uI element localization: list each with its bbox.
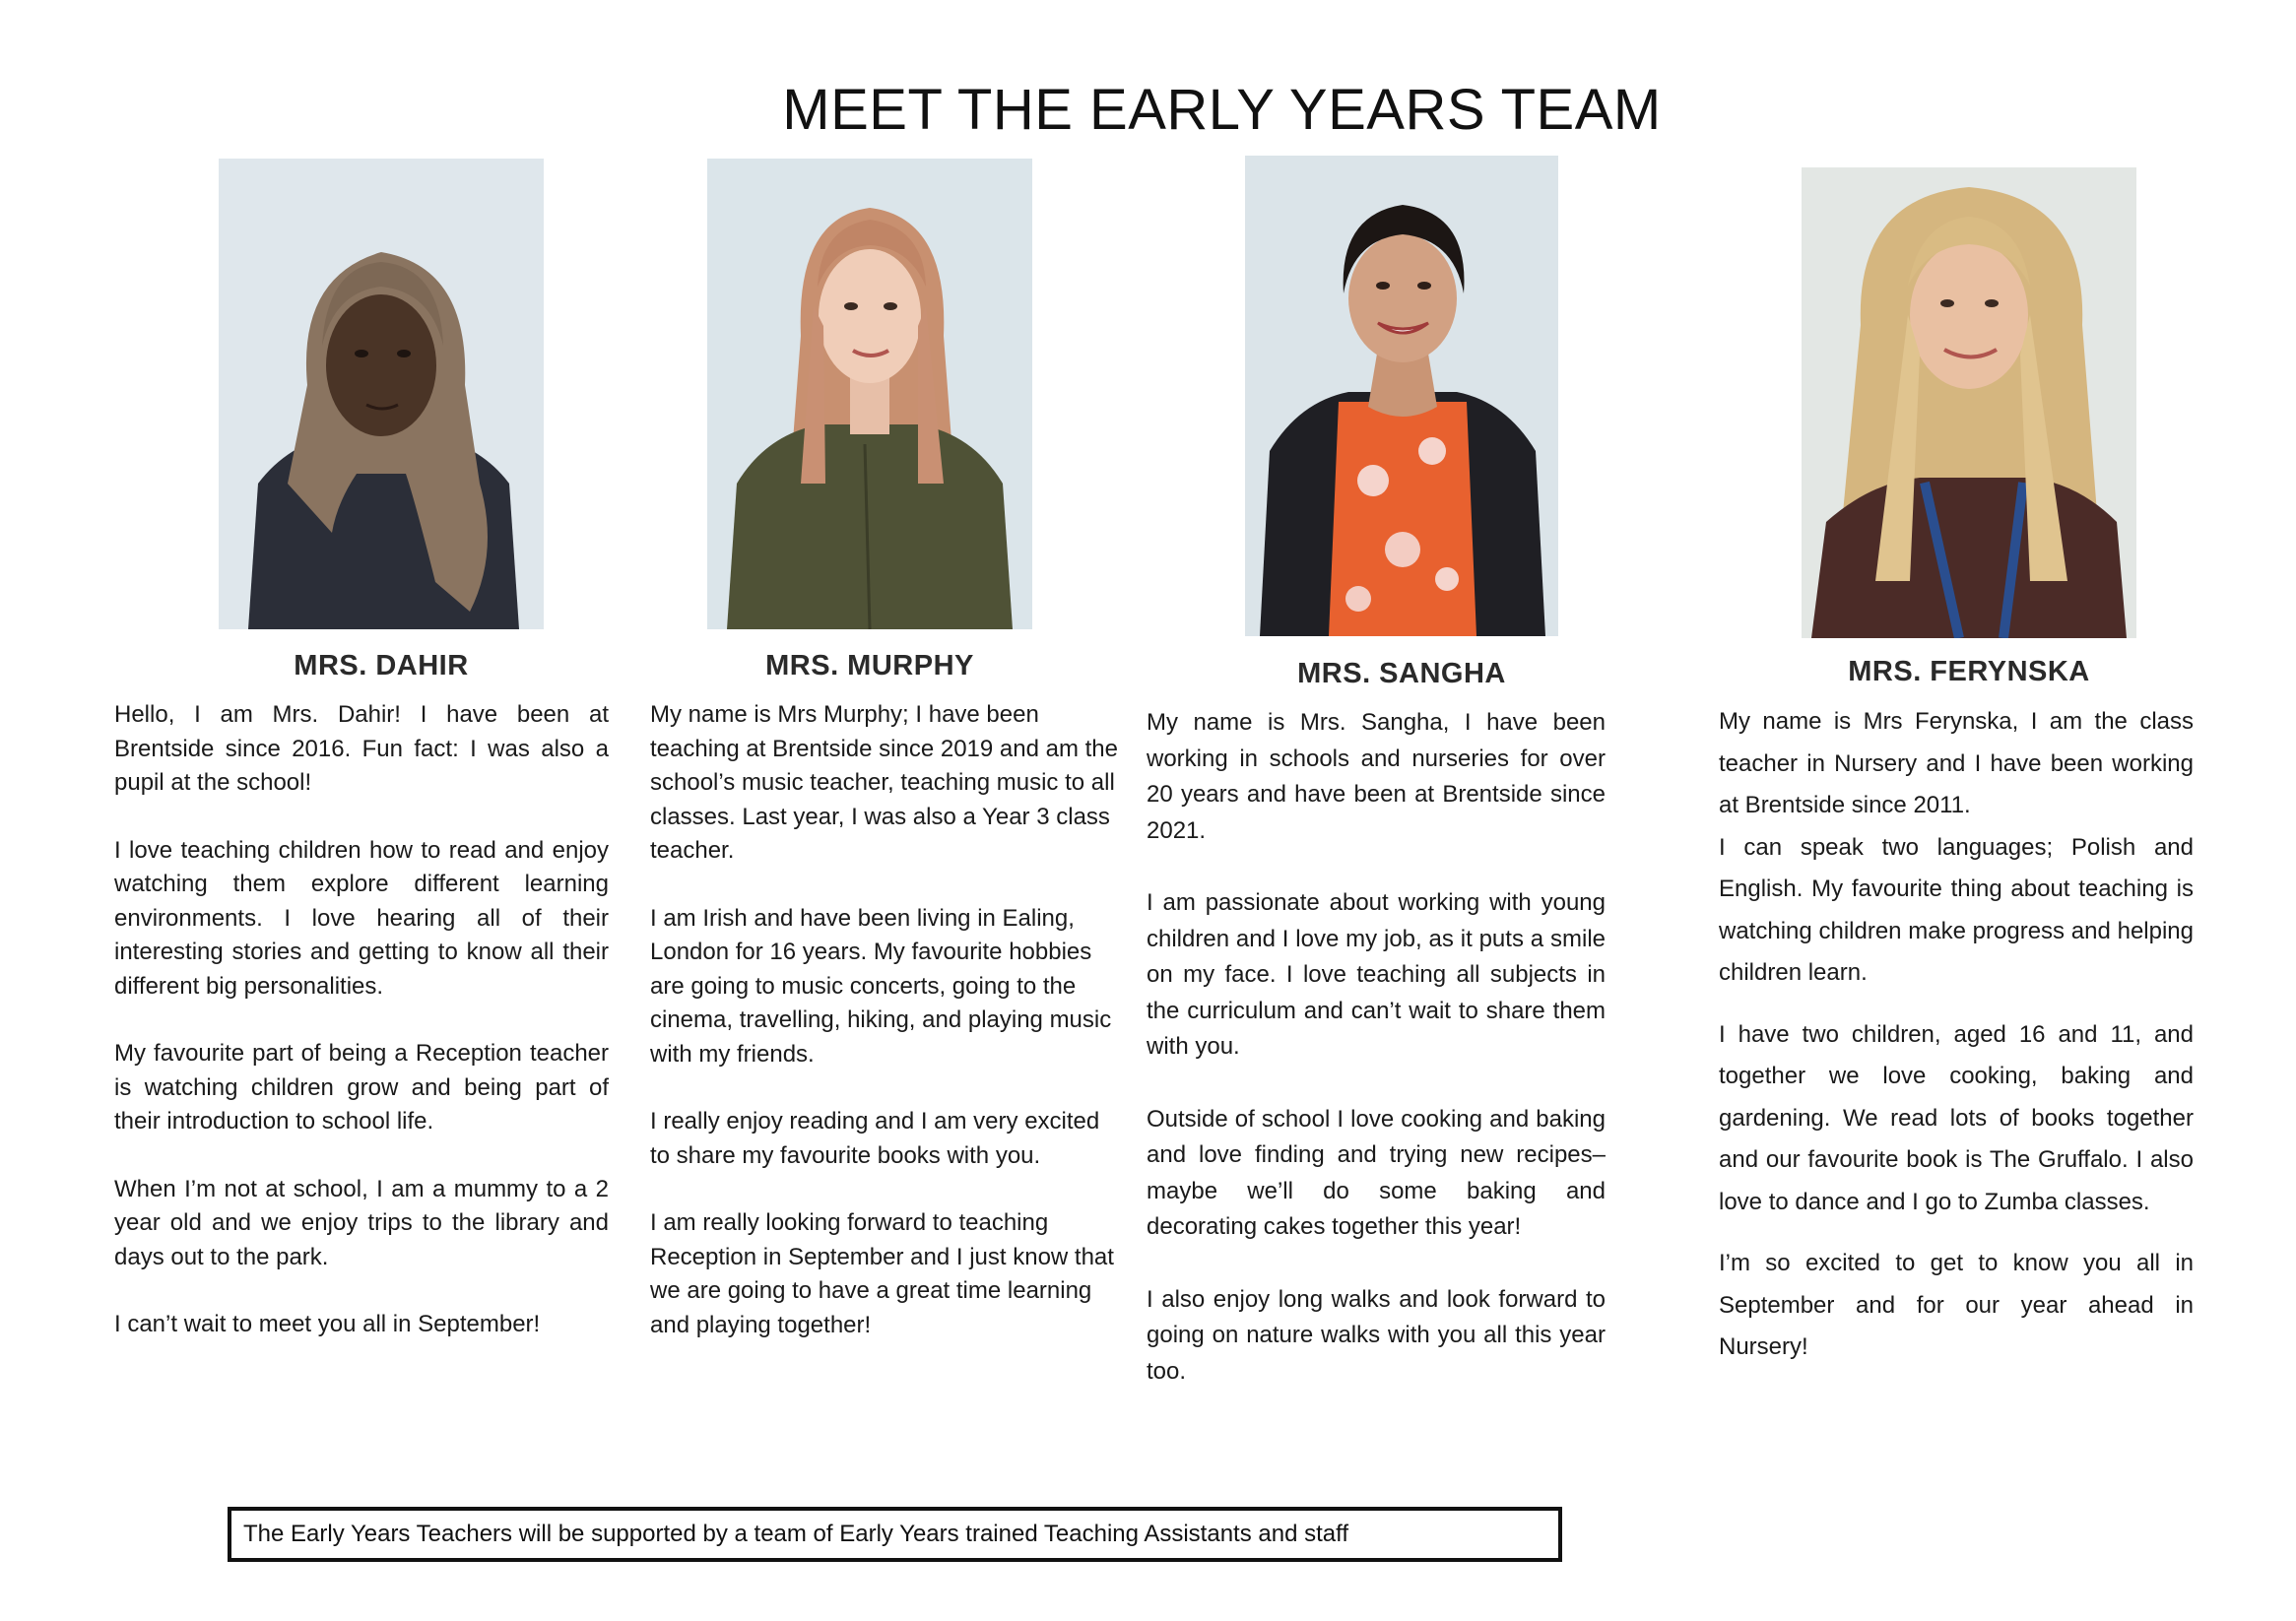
bio-ferynska [1719,701,2194,1369]
bio-paragraph: My favourite part of being a Reception teacher is watching children grow and being part of their introduction to school life. [114,1040,609,1135]
bio-paragraph: I am passionate about working with young children and I love my job, as it puts a smile on my face. I love teaching all subjects in the curriculum and can’t wait to share them with you. [1147,889,1606,1060]
bio-paragraph: Hello, I am Mrs. Dahir! I have been at Brentside since 2016. Fun fact: I was also a pupil at the school! [114,701,609,796]
teacher-name-murphy: MRS. MURPHY [765,650,974,681]
photo-mrs-ferynska [1802,167,2136,638]
bio-paragraph: I really enjoy reading and I am very excited to share my favourite books with you. [650,1108,1100,1169]
bio-paragraph: I also enjoy long walks and look forward to going on nature walks with you all this year too. [1147,1285,1606,1385]
photo-mrs-murphy [707,159,1032,629]
photo-mrs-sangha [1245,156,1558,636]
bio-paragraph: I love teaching children how to read and enjoy watching them explore different learning environments. I love hearing all of their interesting stories and getting to know all their different big personalities. [114,836,609,1000]
footer-note: The Early Years Teachers will be supported by a team of Early Years trained Teaching Assistants and staff [243,1521,1348,1547]
bio-paragraph: I have two children, aged 16 and 11, and together we love cooking, baking and gardening. We read lots of books together and our favourite book is The Gruffalo. I also love to dance and I go to Zumba classes. [1719,1020,2194,1215]
bio-paragraph: My name is Mrs Ferynska, I am the class teacher in Nursery and I have been working at Brentside since 2011. [1719,708,2194,818]
photo-mrs-dahir [219,159,544,629]
bio-paragraph: I am Irish and have been living in Ealing, London for 16 years. My favourite hobbies are going to music concerts, going to the cinema, travelling, hiking, and playing music with my friends. [650,904,1112,1068]
bio-paragraph: When I’m not at school, I am a mummy to a 2 year old and we enjoy trips to the library and days out to the park. [114,1175,609,1270]
bio-paragraph: My name is Mrs Murphy; I have been teaching at Brentside since 2019 and am the school’s music teacher, teaching music to all classes. Last year, I was also a Year 3 class teacher. [650,701,1118,864]
bio-paragraph: I’m so excited to get to know you all in September and for our year ahead in Nursery! [1719,1250,2194,1360]
bio-paragraph: I am really looking forward to teaching Reception in September and I just know that we are going to have a great time learning and playing together! [650,1209,1114,1338]
bio-paragraph: I can speak two languages; Polish and English. My favourite thing about teaching is watching children make progress and helping children learn. [1719,833,2194,986]
bio-paragraph: I can’t wait to meet you all in September! [114,1311,541,1337]
teacher-name-sangha: MRS. SANGHA [1297,658,1506,689]
bio-sangha [1147,705,1606,1426]
teacher-name-ferynska: MRS. FERYNSKA [1848,656,2090,687]
bio-murphy [650,698,1119,1342]
bio-paragraph: Outside of school I love cooking and baking and love finding and trying new recipes– maybe we’ll do some baking and decorating cakes together this year! [1147,1105,1606,1240]
page-title: MEET THE EARLY YEARS TEAM [782,78,1662,142]
footer-note-box [228,1507,1562,1562]
bio-paragraph: My name is Mrs. Sangha, I have been working in schools and nurseries for over 20 years and have been at Brentside since 2021. [1147,709,1606,844]
bio-dahir [114,698,609,1342]
teacher-name-dahir: MRS. DAHIR [294,650,469,681]
